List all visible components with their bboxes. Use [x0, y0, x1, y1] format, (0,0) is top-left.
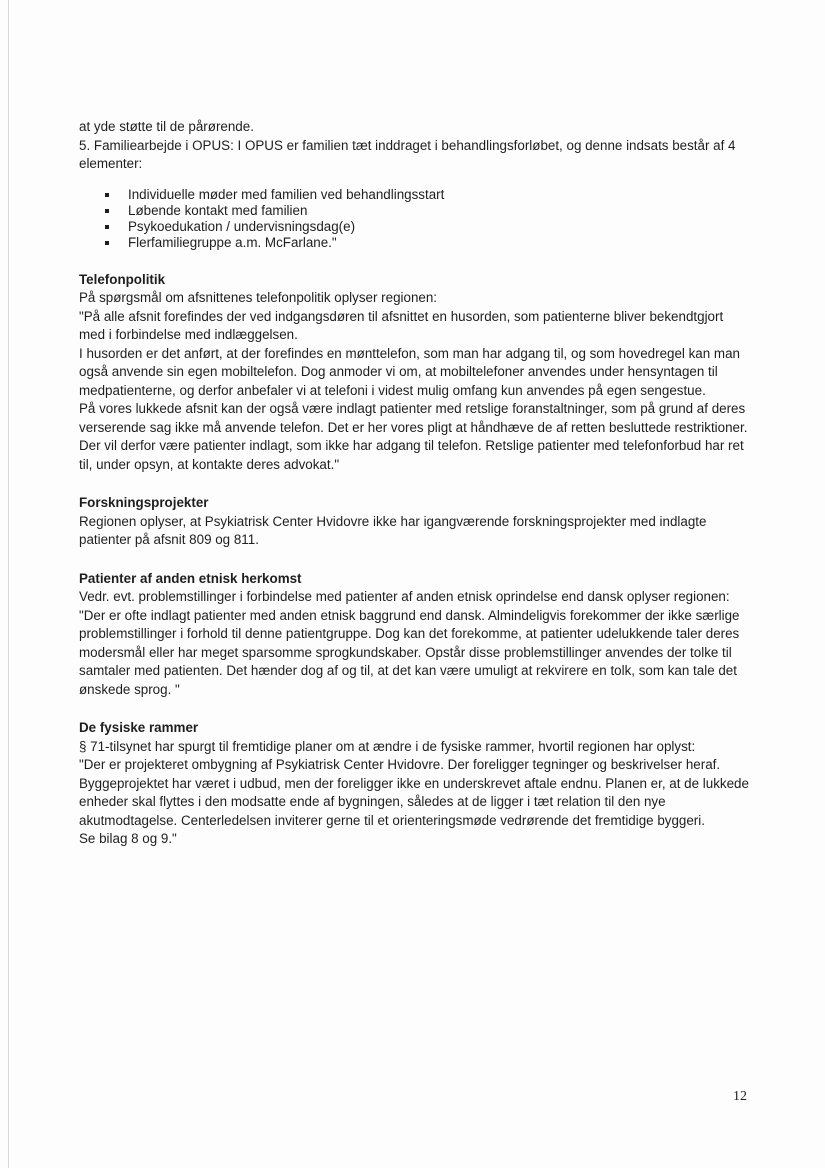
bullet-icon [105, 193, 109, 197]
section-heading-fysiske-rammer: De fysiske rammer [79, 720, 199, 735]
fysiske-intro: § 71-tilsynet har spurgt til fremtidige planer om at ændre i de fysiske rammer, hvortil regionen har oplyst: [79, 738, 696, 754]
list-item: Løbende kontakt med familien [79, 203, 751, 219]
etnisk-paragraph: "Der er ofte indlagt patienter med anden etnisk baggrund end dansk. Almindeligvis forekommer der ikke særlige problemstillinger i forhold til denne patientgruppe. Dog kan det forekomme, at patienter udelukkende taler deres modersmål eller har meget sparsomme sprogkundskaber. Opstår disse problemstillinger anvendes der tolke til samtaler med patienten. Det hænder dog af og til, at det kan være umuligt at rekvirere en tolk, som kan tale det ønskede sprog. " [79, 607, 740, 697]
intro-continuation: at yde støtte til de pårørende. [79, 119, 254, 134]
element-list [79, 187, 751, 251]
page-number: 12 [733, 1089, 747, 1104]
etnisk-intro: Vedr. evt. problemstillinger i forbindelse med patienter af anden etnisk oprindelse end dansk oplyser regionen: [79, 589, 730, 604]
list-item: Flerfamiliegruppe a.m. McFarlane." [79, 235, 751, 251]
page-content [79, 118, 751, 849]
bullet-icon [105, 241, 109, 245]
bullet-icon [105, 209, 109, 213]
fysiske-paragraph-1: "Der er projekteret ombygning af Psykiatrisk Center Hvidovre. Der foreligger tegninger og beskrivelser heraf. Byggeprojektet har været i udbud, men der foreligger ikke en underskrevet aftale endnu. Planen er, at de lukkede enheder skal flyttes i den modsatte ende af bygningen, således at de ligger i tæt relation til den nye akutmodtagelse. Centerledelsen inviterer gerne til et orienteringsmøde vedrørende det fremtidige byggeri. [79, 757, 749, 828]
bullet-icon [105, 225, 109, 229]
scan-edge-line [8, 0, 9, 1168]
fysiske-paragraph-2: Se bilag 8 og 9." [79, 831, 177, 846]
section-heading-forskning: Forskningsprojekter [79, 495, 209, 510]
forskning-paragraph: Regionen oplyser, at Psykiatrisk Center Hvidovre ikke har igangværende forskningsprojekter med indlagte patienter på afsnit 809 og 811. [79, 513, 707, 547]
intro-item-5: 5. Familiearbejde i OPUS: I OPUS er familien tæt inddraget i behandlingsforløbet, og denne indsats består af 4 elementer: [79, 137, 736, 171]
section-heading-etnisk: Patienter af anden etnisk herkomst [79, 570, 302, 586]
telefonpolitik-paragraph-1: "På alle afsnit forefindes der ved indgangsdøren til afsnittet en husorden, som patienterne bliver bekendtgjort med i forbindelse med indlæggelsen. [79, 308, 724, 342]
telefonpolitik-intro: På spørgsmål om afsnittenes telefonpolitik oplyser regionen: [79, 290, 438, 305]
telefonpolitik-paragraph-3: På vores lukkede afsnit kan der også være indlagt patienter med retslige foranstaltninger, som på grund af deres verserende sag ikke må anvende telefon. Det er her vores pligt at håndhæve de af retten besluttede restriktioner. Der vil derfor være patienter indlagt, som ikke har adgang til telefon. Retslige patienter med telefonforbud har ret til, under opsyn, at kontakte deres advokat." [79, 401, 748, 472]
section-heading-telefonpolitik: Telefonpolitik [79, 271, 166, 287]
telefonpolitik-paragraph-2: I husorden er det anført, at der forefindes en mønttelefon, som man har adgang til, og som hovedregel kan man også anvende sin egen mobiltelefon. Dog anmoder vi om, at mobiltelefoner anvendes under hensyntagen til medpatienterne, og derfor anbefaler vi at telefoni i videst mulig omfang kun anvendes på egen sengestue. [79, 345, 740, 398]
list-item: Psykoedukation / undervisningsdag(e) [79, 219, 751, 235]
list-item: Individuelle møder med familien ved behandlingsstart [79, 187, 751, 203]
